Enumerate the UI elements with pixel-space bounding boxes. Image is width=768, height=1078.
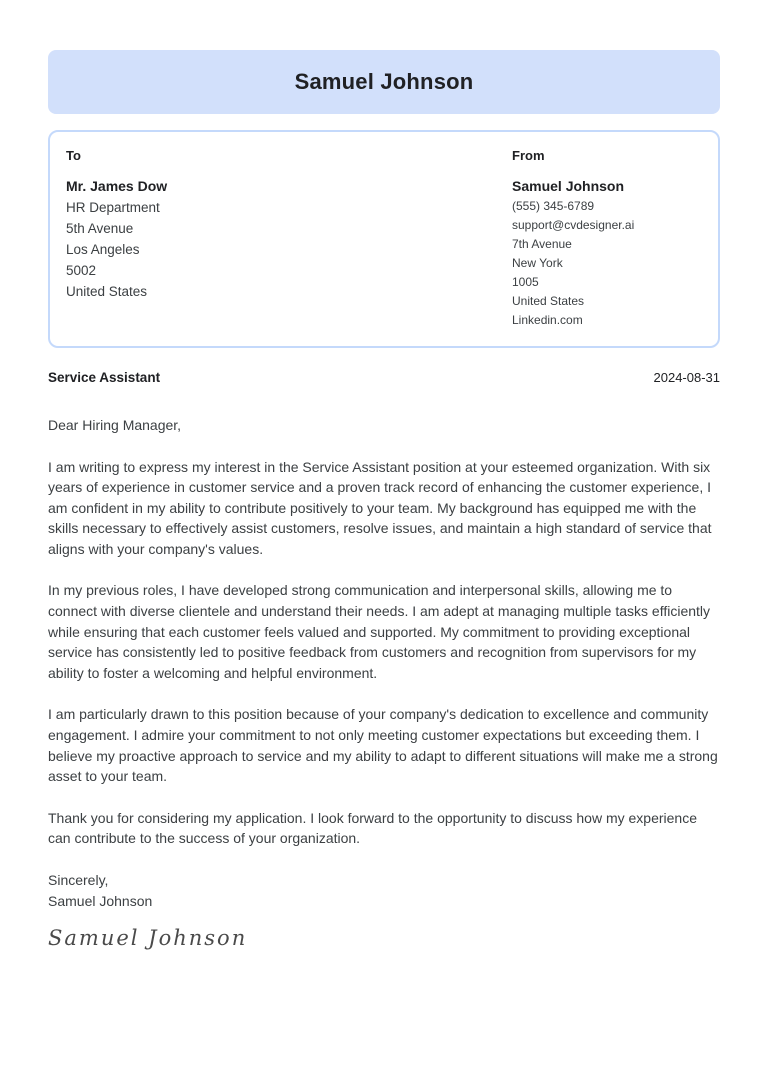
letter-paragraph: I am particularly drawn to this position because of your company's dedication to excellence and community engagement. I admire your commitment to not only meeting customer expectations but exceeding them. I believe my proactive approach to service and my ability to adapt to different situations will make me a strong asset to your team. <box>48 706 718 785</box>
recipient-address <box>66 197 512 302</box>
recipient-block <box>66 148 512 330</box>
sender-contact-line: New York <box>512 256 563 270</box>
recipient-address-line: Los Angeles <box>66 242 140 257</box>
recipient-address-line: United States <box>66 284 148 299</box>
to-label: To <box>66 148 81 163</box>
job-title: Service Assistant <box>48 370 161 385</box>
applicant-name: Samuel Johnson <box>294 69 474 94</box>
sender-contact-line: Linkedin.com <box>512 313 583 327</box>
closing-block <box>48 870 720 911</box>
letter-date: 2024-08-31 <box>653 370 720 385</box>
salutation: Dear Hiring Manager, <box>48 417 182 433</box>
signature: Samuel Johnson <box>48 926 248 950</box>
recipient-address-line: HR Department <box>66 200 160 215</box>
sender-block <box>512 148 702 330</box>
name-banner <box>48 50 720 114</box>
from-label: From <box>512 148 545 163</box>
sender-contact-line: 1005 <box>512 275 539 289</box>
letter-paragraph: In my previous roles, I have developed strong communication and interpersonal skills, allowing me to connect with diverse clientele and understand their needs. I am adept at managing multiple tasks efficiently while ensuring that each customer feels valued and supported. My commitment to providing exceptional service has consistently led to positive feedback from customers and recognition from supervisors for my ability to foster a welcoming and helpful environment. <box>48 582 711 681</box>
sender-contact-line: support@cvdesigner.ai <box>512 218 635 232</box>
sender-name: Samuel Johnson <box>512 178 625 194</box>
sender-contact-line: (555) 345-6789 <box>512 199 595 213</box>
contact-box <box>48 130 720 348</box>
recipient-name: Mr. James Dow <box>66 178 168 194</box>
sender-contact-line: United States <box>512 294 585 308</box>
closing-name: Samuel Johnson <box>48 892 153 909</box>
sender-contact-line: 7th Avenue <box>512 237 572 251</box>
letter-paragraph: Thank you for considering my application. I look forward to the opportunity to discuss how my experience can contribute to the success of your organization. <box>48 809 697 847</box>
recipient-address-line: 5002 <box>66 263 97 278</box>
letter-paragraph: I am writing to express my interest in the Service Assistant position at your esteemed organization. With six years of experience in customer service and a proven track record of enhancing the customer experience, I am confident in my ability to contribute positively to your team. My background has equipped me with the skills necessary to effectively assist customers, resolve issues, and maintain a high standard of service that aligns with your company's values. <box>48 458 712 557</box>
recipient-address-line: 5th Avenue <box>66 221 134 236</box>
letter-header <box>48 370 720 385</box>
sender-contact <box>512 197 702 330</box>
closing-word: Sincerely, <box>48 872 109 888</box>
letter-body <box>48 457 720 850</box>
